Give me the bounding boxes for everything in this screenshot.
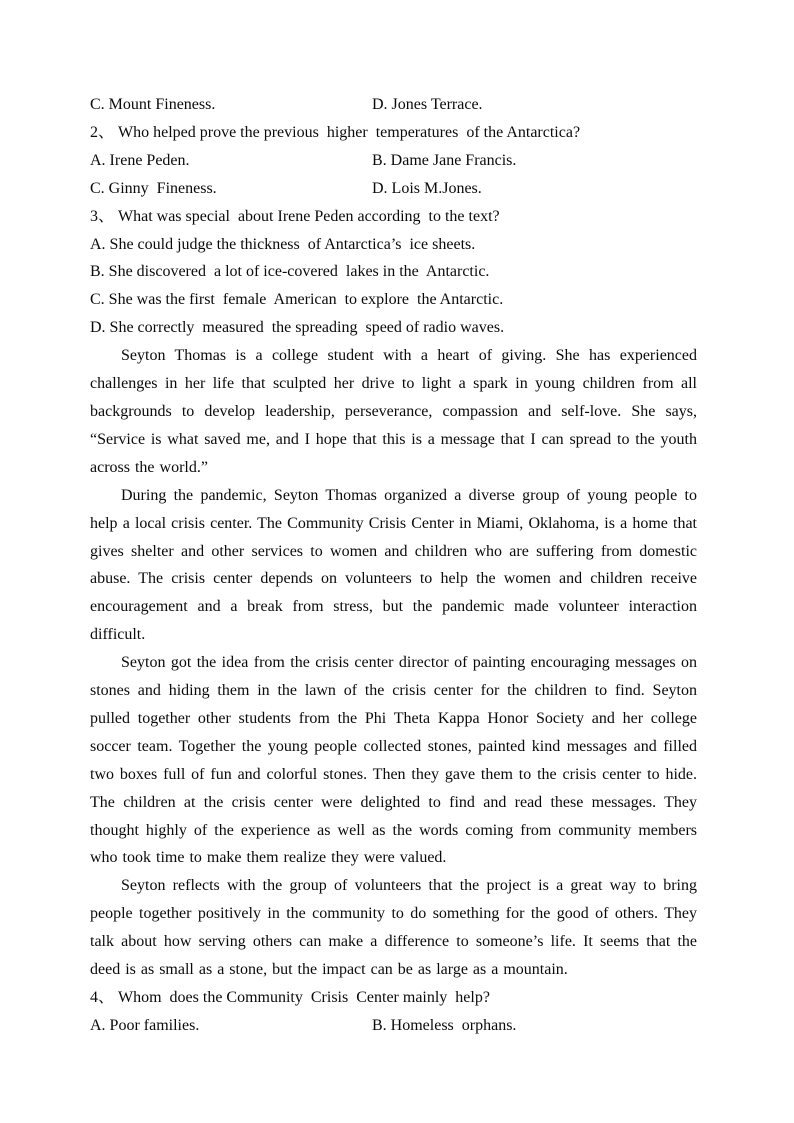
- question-4-text: 4、 Whom does the Community Crisis Center mainly help?: [90, 989, 490, 1006]
- question-2-options-row-ab: [90, 147, 697, 175]
- question-3-text: 3、 What was special about Irene Peden according to the text?: [90, 207, 500, 225]
- question-3-option-a: A. She could judge the thickness of Antarctica’s ice sheets.: [90, 235, 476, 253]
- question-2-options-row-cd: [90, 175, 697, 203]
- passage-paragraph-4: Seyton reflects with the group of volunteers that the project is a great way to bring people together positively in the community to do something for the good of others. They talk about how serving others can make a difference to someone’s life. It seems that the deed is as small as a stone, but the impact can be as large as a mountain.: [90, 877, 697, 979]
- question-2-option-c: C. Ginny Fineness.: [90, 179, 217, 197]
- passage-paragraph-1: Seyton Thomas is a college student with a heart of giving. She has experienced challenges in her life that sculpted her drive to light a spark in young children from all backgrounds to develop leadership, perseverance, compassion and self-love. She says, “Service is what saved me, and I hope that this is a message that I can spread to the youth across the world.”: [90, 347, 697, 476]
- question-2-option-b: B. Dame Jane Francis.: [372, 151, 517, 169]
- question-4-options-row-ab: [90, 1012, 697, 1040]
- question-2-option-a: A. Irene Peden.: [90, 151, 190, 169]
- question-3-option-d: D. She correctly measured the spreading speed of radio waves.: [90, 319, 505, 337]
- question-4-option-b: B. Homeless orphans.: [372, 1016, 517, 1034]
- question-3-option-c: C. She was the first female American to explore the Antarctic.: [90, 291, 504, 309]
- passage-paragraph-2: During the pandemic, Seyton Thomas organized a diverse group of young people to help a local crisis center. The Community Crisis Center in Miami, Oklahoma, is a home that gives shelter and other services to women and children who are suffering from domestic abuse. The crisis center depends on volunteers to help the women and children receive encouragement and a break from stress, but the pandemic made volunteer interaction difficult.: [90, 486, 697, 644]
- question-2-option-d: D. Lois M.Jones.: [372, 179, 482, 197]
- question-3-option-b: B. She discovered a lot of ice-covered lakes in the Antarctic.: [90, 263, 490, 281]
- question-4-option-a: A. Poor families.: [90, 1016, 200, 1034]
- question-1-option-d: D. Jones Terrace.: [372, 96, 483, 113]
- question-1-option-c: C. Mount Fineness.: [90, 96, 216, 113]
- question-2-text: 2、 Who helped prove the previous higher temperatures of the Antarctica?: [90, 123, 581, 141]
- question-1-options-row-cd: [90, 91, 697, 119]
- passage-paragraph-3: Seyton got the idea from the crisis center director of painting encouraging messages on stones and hiding them in the lawn of the crisis center for the children to find. Seyton pulled together other students from the Phi Theta Kappa Honor Society and her college soccer team. Together the young people collected stones, painted kind messages and filled two boxes full of fun and colorful stones. Then they gave them to the crisis center to hide. The children at the crisis center were delighted to find and read these messages. They thought highly of the experience as well as the words coming from community members who took time to make them realize they were valued.: [90, 654, 697, 867]
